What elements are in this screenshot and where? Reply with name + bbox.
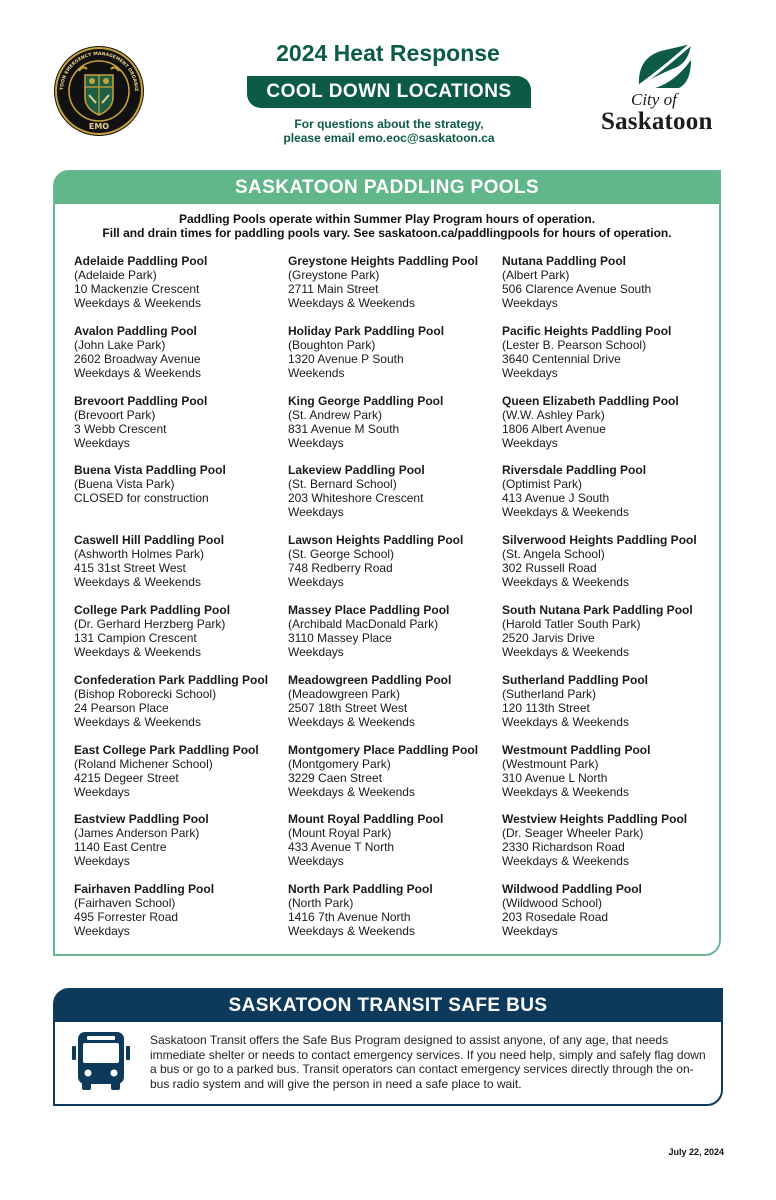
pool-address: 310 Avenue L North	[502, 770, 608, 785]
pool-name: Fairhaven Paddling Pool	[74, 882, 215, 897]
pool-hours: Weekdays	[74, 784, 130, 799]
safe-bus-heading: SASKATOON TRANSIT SAFE BUS	[55, 990, 721, 1022]
pool-location: (St. Bernard School)	[288, 477, 397, 492]
bus-icon	[70, 1030, 132, 1092]
pool-location: (St. Angela School)	[502, 547, 605, 562]
pool-hours: Weekdays	[502, 296, 558, 310]
pool-name: Riversdale Paddling Pool	[502, 463, 647, 478]
pool-address: 413 Avenue J South	[502, 491, 610, 506]
pool-name: Nutana Paddling Pool	[502, 254, 627, 268]
safe-bus-section	[53, 988, 723, 1106]
pool-hours: Weekdays & Weekends	[502, 714, 629, 729]
pool-name: King George Paddling Pool	[288, 393, 444, 408]
pool-address: 1806 Albert Avenue	[502, 421, 606, 436]
pool-entry	[502, 673, 716, 743]
paddling-pools-intro	[65, 212, 709, 240]
pool-location: (James Anderson Park)	[74, 826, 200, 841]
pool-name: Adelaide Paddling Pool	[74, 254, 208, 268]
pool-entry	[74, 743, 284, 813]
pool-entry	[502, 254, 716, 324]
pool-name: Westview Heights Paddling Pool	[502, 812, 688, 827]
pool-address: 1320 Avenue P South	[288, 351, 404, 366]
pool-location: (Harold Tatler South Park)	[502, 616, 641, 631]
contact-note-line-1: For questions about the strategy,	[294, 117, 484, 131]
pool-hours: Weekdays	[74, 854, 130, 869]
pool-hours: Weekdays & Weekends	[502, 854, 629, 869]
pool-name: Montgomery Place Paddling Pool	[288, 742, 479, 757]
pool-entry	[288, 533, 500, 603]
contact-note-line-2: please email emo.eoc@saskatoon.ca	[283, 131, 495, 145]
pool-location: (Dr. Seager Wheeler Park)	[502, 826, 644, 841]
pool-hours: Weekdays	[74, 435, 130, 450]
pool-address: 3640 Centennial Drive	[502, 351, 621, 366]
pool-location: (Sutherland Park)	[502, 686, 597, 701]
pool-entry	[74, 533, 284, 603]
pool-name: Brevoort Paddling Pool	[74, 393, 208, 408]
pool-address: 1416 7th Avenue North	[288, 910, 411, 925]
pool-entry	[288, 603, 500, 673]
pool-entry	[502, 463, 716, 533]
pool-column-3	[502, 254, 716, 952]
pool-location: (W.W. Ashley Park)	[502, 407, 605, 422]
pool-hours: Weekdays & Weekends	[74, 644, 201, 659]
pool-address: 3110 Massey Place	[288, 630, 392, 645]
pool-entry	[288, 324, 500, 394]
pool-address: CLOSED for construction	[74, 491, 209, 506]
pool-location: (Meadowgreen Park)	[288, 686, 401, 701]
intro-line-1: Paddling Pools operate within Summer Play Program hours of operation.	[178, 212, 596, 226]
pool-hours: Weekdays & Weekends	[502, 575, 629, 590]
pool-hours: Weekdays & Weekends	[502, 644, 629, 659]
pool-address: 433 Avenue T North	[288, 840, 395, 855]
city-leaf-icon	[635, 42, 693, 90]
pool-hours: Weekdays & Weekends	[74, 296, 201, 310]
pool-address: 131 Campion Crescent	[74, 630, 197, 645]
page-title: 2024 Heat Response	[276, 40, 500, 66]
pool-name: Pacific Heights Paddling Pool	[502, 323, 672, 338]
pool-hours: Weekends	[288, 365, 345, 380]
pool-address: 2520 Jarvis Drive	[502, 630, 595, 645]
pool-entry	[502, 812, 716, 882]
pool-entry	[288, 394, 500, 464]
pool-address: 2507 18th Street West	[288, 700, 408, 715]
pool-entry	[502, 743, 716, 813]
pool-location: (North Park)	[288, 896, 354, 911]
pool-location: (Adelaide Park)	[74, 268, 157, 282]
pool-address: 1140 East Centre	[74, 840, 167, 855]
contact-note	[240, 117, 538, 145]
pool-hours: Weekdays	[288, 505, 344, 520]
pool-name: Buena Vista Paddling Pool	[74, 463, 226, 478]
emo-logo-ring-text: TOON EMERGENCY MANAGEMENT ORGANIZ	[59, 51, 139, 92]
pool-hours: Weekdays & Weekends	[502, 784, 629, 799]
pool-entry	[74, 603, 284, 673]
pool-entry	[502, 603, 716, 673]
pool-address: 4215 Degeer Street	[74, 770, 179, 785]
pool-column-2	[288, 254, 500, 952]
pool-hours: Weekdays & Weekends	[502, 505, 629, 520]
pool-address: 415 31st Street West	[74, 561, 186, 576]
pool-name: Meadowgreen Paddling Pool	[288, 672, 452, 687]
pool-hours: Weekdays & Weekends	[74, 365, 201, 380]
emo-logo	[53, 45, 145, 137]
pool-name: Silverwood Heights Paddling Pool	[502, 533, 697, 548]
pool-address: 120 113th Street	[502, 700, 590, 715]
pool-hours: Weekdays	[288, 854, 344, 869]
pool-location: (Dr. Gerhard Herzberg Park)	[74, 616, 226, 631]
pool-address: 2602 Broadway Avenue	[74, 351, 201, 366]
paddling-pools-section	[53, 170, 721, 956]
pool-hours: Weekdays	[502, 435, 558, 450]
cool-down-banner: COOL DOWN LOCATIONS	[247, 76, 531, 108]
pool-name: Massey Place Paddling Pool	[288, 602, 450, 617]
pool-name: Eastview Paddling Pool	[74, 812, 209, 827]
pool-entry	[74, 324, 284, 394]
pool-address: 506 Clarence Avenue South	[502, 282, 652, 296]
city-of-saskatoon-logo	[598, 42, 728, 137]
pool-location: (Mount Royal Park)	[288, 826, 392, 841]
pool-name: Lakeview Paddling Pool	[288, 463, 425, 478]
pool-address: 302 Russell Road	[502, 561, 597, 576]
pool-entry	[502, 882, 716, 952]
safe-bus-description: Saskatoon Transit offers the Safe Bus Program designed to assist anyone, of any age, that needs immediate shelter or needs to contact emergency services. If you need help, simply and safely flag down a bus or go to a parked bus. Transit operators can contact emergency services directly through the on-bus radio system and will give the person in need a safe place to wait.	[150, 1033, 706, 1091]
pool-address: 203 Whiteshore Crescent	[288, 491, 424, 506]
pool-hours: Weekdays	[502, 365, 558, 380]
pool-hours: Weekdays & Weekends	[288, 714, 415, 729]
pool-address: 2330 Richardson Road	[502, 840, 625, 855]
pool-name: Queen Elizabeth Paddling Pool	[502, 393, 679, 408]
pool-location: (Optimist Park)	[502, 477, 583, 492]
pool-column-1	[74, 254, 284, 952]
pool-name: Caswell Hill Paddling Pool	[74, 533, 225, 548]
pool-location: (St. George School)	[288, 547, 395, 562]
pool-name: Westmount Paddling Pool	[502, 742, 651, 757]
pool-location: (Ashworth Holmes Park)	[74, 547, 205, 562]
pool-location: (Buena Vista Park)	[74, 477, 175, 492]
pool-address: 495 Forrester Road	[74, 910, 179, 925]
emo-logo-abbrev: EMO	[88, 122, 110, 131]
pool-hours: Weekdays & Weekends	[74, 714, 201, 729]
intro-line-2: Fill and drain times for paddling pools vary. See saskatoon.ca/paddlingpools for hours of operation.	[102, 226, 672, 240]
pool-entry	[74, 254, 284, 324]
pool-hours: Weekdays & Weekends	[74, 575, 201, 590]
pool-hours: Weekdays & Weekends	[288, 784, 415, 799]
pool-entry	[288, 463, 500, 533]
pool-name: College Park Paddling Pool	[74, 602, 231, 617]
pool-hours: Weekdays	[74, 924, 130, 939]
pool-entry	[288, 812, 500, 882]
pool-name: Confederation Park Paddling Pool	[74, 672, 269, 687]
pool-location: (Boughton Park)	[288, 337, 376, 352]
pool-name: Holiday Park Paddling Pool	[288, 323, 445, 338]
pool-name: Sutherland Paddling Pool	[502, 672, 649, 687]
pool-entry	[74, 463, 284, 533]
pool-location: (Lester B. Pearson School)	[502, 337, 647, 352]
pool-location: (St. Andrew Park)	[288, 407, 383, 422]
city-of-text: City of	[631, 90, 677, 109]
pool-location: (Montgomery Park)	[288, 756, 391, 771]
pool-address: 831 Avenue M South	[288, 421, 400, 436]
pool-hours: Weekdays	[288, 575, 344, 590]
pool-location: (Archibald MacDonald Park)	[288, 616, 439, 631]
pool-location: (Brevoort Park)	[74, 407, 156, 422]
pool-address: 203 Rosedale Road	[502, 910, 609, 925]
pool-name: Avalon Paddling Pool	[74, 323, 197, 338]
pool-entry	[74, 394, 284, 464]
pool-location: (Westmount Park)	[502, 756, 599, 771]
pool-entry	[74, 812, 284, 882]
pool-location: (Albert Park)	[502, 268, 570, 282]
pool-entry	[288, 743, 500, 813]
pool-entry	[288, 882, 500, 952]
pool-hours: Weekdays	[288, 435, 344, 450]
pool-name: North Park Paddling Pool	[288, 882, 433, 897]
pool-name: Greystone Heights Paddling Pool	[288, 254, 479, 268]
pool-location: (Greystone Park)	[288, 268, 380, 282]
pool-name: Lawson Heights Paddling Pool	[288, 533, 464, 548]
pool-address: 24 Pearson Place	[74, 700, 169, 715]
pool-location: (Fairhaven School)	[74, 896, 176, 911]
pool-address: 10 Mackenzie Crescent	[74, 282, 200, 296]
pool-location: (John Lake Park)	[74, 337, 166, 352]
pool-hours: Weekdays	[288, 644, 344, 659]
publication-date: July 22, 2024	[668, 1147, 724, 1157]
pool-entry	[74, 673, 284, 743]
pool-location: (Bishop Roborecki School)	[74, 686, 217, 701]
pool-name: South Nutana Park Paddling Pool	[502, 602, 693, 617]
pool-entry	[502, 533, 716, 603]
pool-name: East College Park Paddling Pool	[74, 742, 259, 757]
pool-entry	[288, 673, 500, 743]
pool-entry	[502, 324, 716, 394]
pool-name: Wildwood Paddling Pool	[502, 882, 642, 897]
pool-address: 748 Redberry Road	[288, 561, 393, 576]
pool-name: Mount Royal Paddling Pool	[288, 812, 444, 827]
paddling-pools-heading: SASKATOON PADDLING POOLS	[55, 172, 719, 204]
pool-location: (Wildwood School)	[502, 896, 603, 911]
pool-address: 3 Webb Crescent	[74, 421, 167, 436]
pool-entry	[502, 394, 716, 464]
pool-entry	[74, 882, 284, 952]
saskatoon-text: Saskatoon	[601, 108, 713, 135]
pool-hours: Weekdays & Weekends	[288, 296, 415, 310]
pool-hours: Weekdays & Weekends	[288, 924, 415, 939]
pool-entry	[288, 254, 500, 324]
pool-address: 2711 Main Street	[288, 282, 379, 296]
pool-address: 3229 Caen Street	[288, 770, 383, 785]
pool-location: (Roland Michener School)	[74, 756, 213, 771]
pool-hours: Weekdays	[502, 924, 558, 939]
